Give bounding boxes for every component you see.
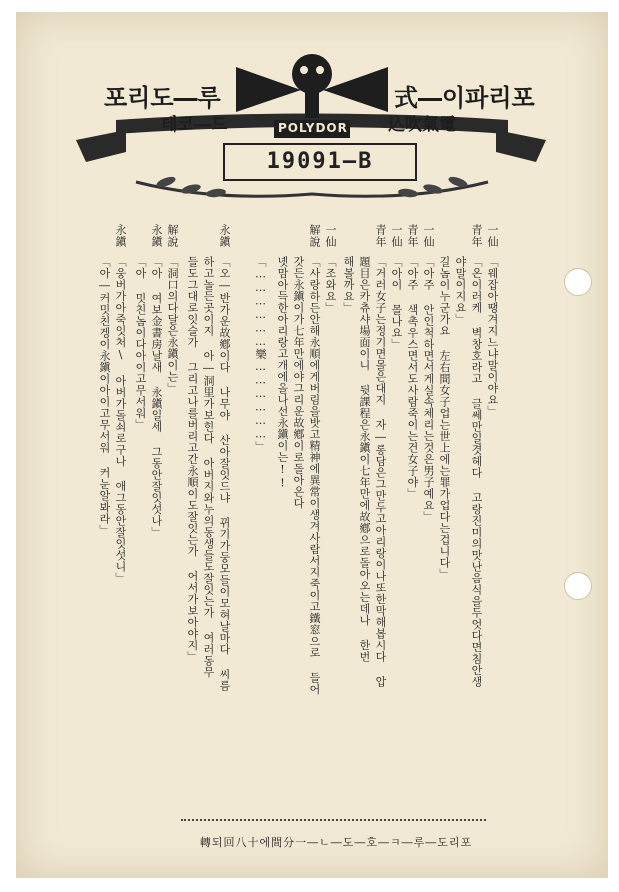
text-column: 「아이 몰나요」 xyxy=(390,256,403,350)
speaker-label: 永鎭 xyxy=(114,224,127,248)
lyric-sheet xyxy=(16,12,608,878)
text-column: 해볼까요」 xyxy=(342,256,355,314)
speaker-label: 一仙 xyxy=(486,224,499,248)
punch-hole xyxy=(564,572,592,600)
footer-divider xyxy=(181,819,486,821)
text-column: 들도그대로잇슬가 그리고나를버리고간永順이도잘잇는가 어서가보아야지」 xyxy=(186,256,199,663)
header-left-bottom: 테코―드 xyxy=(161,115,228,135)
header-left-top: 포리도―루 xyxy=(104,84,221,112)
text-column: 「아 여보金書房날새 永鎭일세 그동안잘잇섯나」 xyxy=(150,256,163,538)
header-right-top: 式―이파리포 xyxy=(394,84,535,112)
speaker-label: 一仙 xyxy=(422,224,435,248)
text-column: 하고놀든곳이지 아―洞里가보힌다 아버지와누의동생들도잘잇는가 여러동무 xyxy=(202,256,215,678)
speaker-label: 解說 xyxy=(166,224,179,248)
speaker-label: 解說 xyxy=(308,224,321,248)
header-right-bottom: 込吹氣電 xyxy=(388,115,456,135)
text-column: 길놈이누군가요 左右間女子업는世上에는罪가업다는겁니다」 xyxy=(438,256,451,580)
text-column: 「웅버가아죽잇처\ 아버가돌쇠로구나 애그동안잘잇섯니」 xyxy=(114,256,127,584)
text-column: 「조와요」 xyxy=(324,256,337,314)
text-column: 「온이러케 벽창호라고 글쎄만일겻헤다 고랑진미의맛난음식을두엇다면침안생 xyxy=(470,256,483,688)
record-number: 19091―B xyxy=(223,143,417,181)
text-column: 야말이지요」 xyxy=(454,256,467,325)
text-column: 「아주 안인척하면서게실속체리는것은男子예요」 xyxy=(422,256,435,523)
punch-hole xyxy=(564,268,592,296)
footer-note: 轉되回八十에間分一―ㄴ―도―호―ㅋ―루―도리포 xyxy=(199,836,473,849)
text-column: 「아주 색촉우스면서도사람죽이는건女子야」 xyxy=(406,256,419,500)
text-column: 「거러女子는정기면몰은대지 자―롱담은그만두고아리랑이나또한막해봅시다 압 xyxy=(374,256,387,688)
text-column: 「………………樂………………」 xyxy=(254,256,267,453)
text-column: 「오―반가운故鄕이다 나무야 산아잘잇드냐 뀌기가둥모들이모혀날마다 씨름 xyxy=(218,256,231,692)
text-column: 「웨잡아땡겨지느냐말이야요」 xyxy=(486,256,499,417)
speaker-label: 青年 xyxy=(374,224,387,248)
speaker-label: 青年 xyxy=(406,224,419,248)
speaker-label: 青年 xyxy=(470,224,483,248)
text-column: 녯맘아득한아리랑고개에올나선永鎭이는!! xyxy=(276,256,289,490)
text-column: 「아―커밋친겡이永鎭이아이고무서워 커눈알봐라」 xyxy=(98,256,111,536)
speaker-label: 永鎭 xyxy=(150,224,163,248)
speaker-label: 一仙 xyxy=(324,224,337,248)
text-column: 題目은카츄샤場面이니 뒷課程은永鎭이七年만에故鄕으로돌아오는데나 한번 xyxy=(358,256,371,663)
speaker-label: 一仙 xyxy=(390,224,403,248)
text-column: 「洞口의다달은永鎭이는」 xyxy=(166,256,179,394)
text-column: 「아 밋친놈이다아이고무서워」 xyxy=(134,256,147,431)
text-column: 갓든永鎭이가七年만에야그리운故鄕이로돌아온다 xyxy=(292,256,305,509)
speaker-label: 永鎭 xyxy=(218,224,231,248)
text-column: 「사랑하든안해永順에게버림을밧고精神에異常이생겨사람서지죽이고鐵窓으로 들어 xyxy=(308,256,321,695)
brand-label: POLYDOR xyxy=(278,121,348,135)
